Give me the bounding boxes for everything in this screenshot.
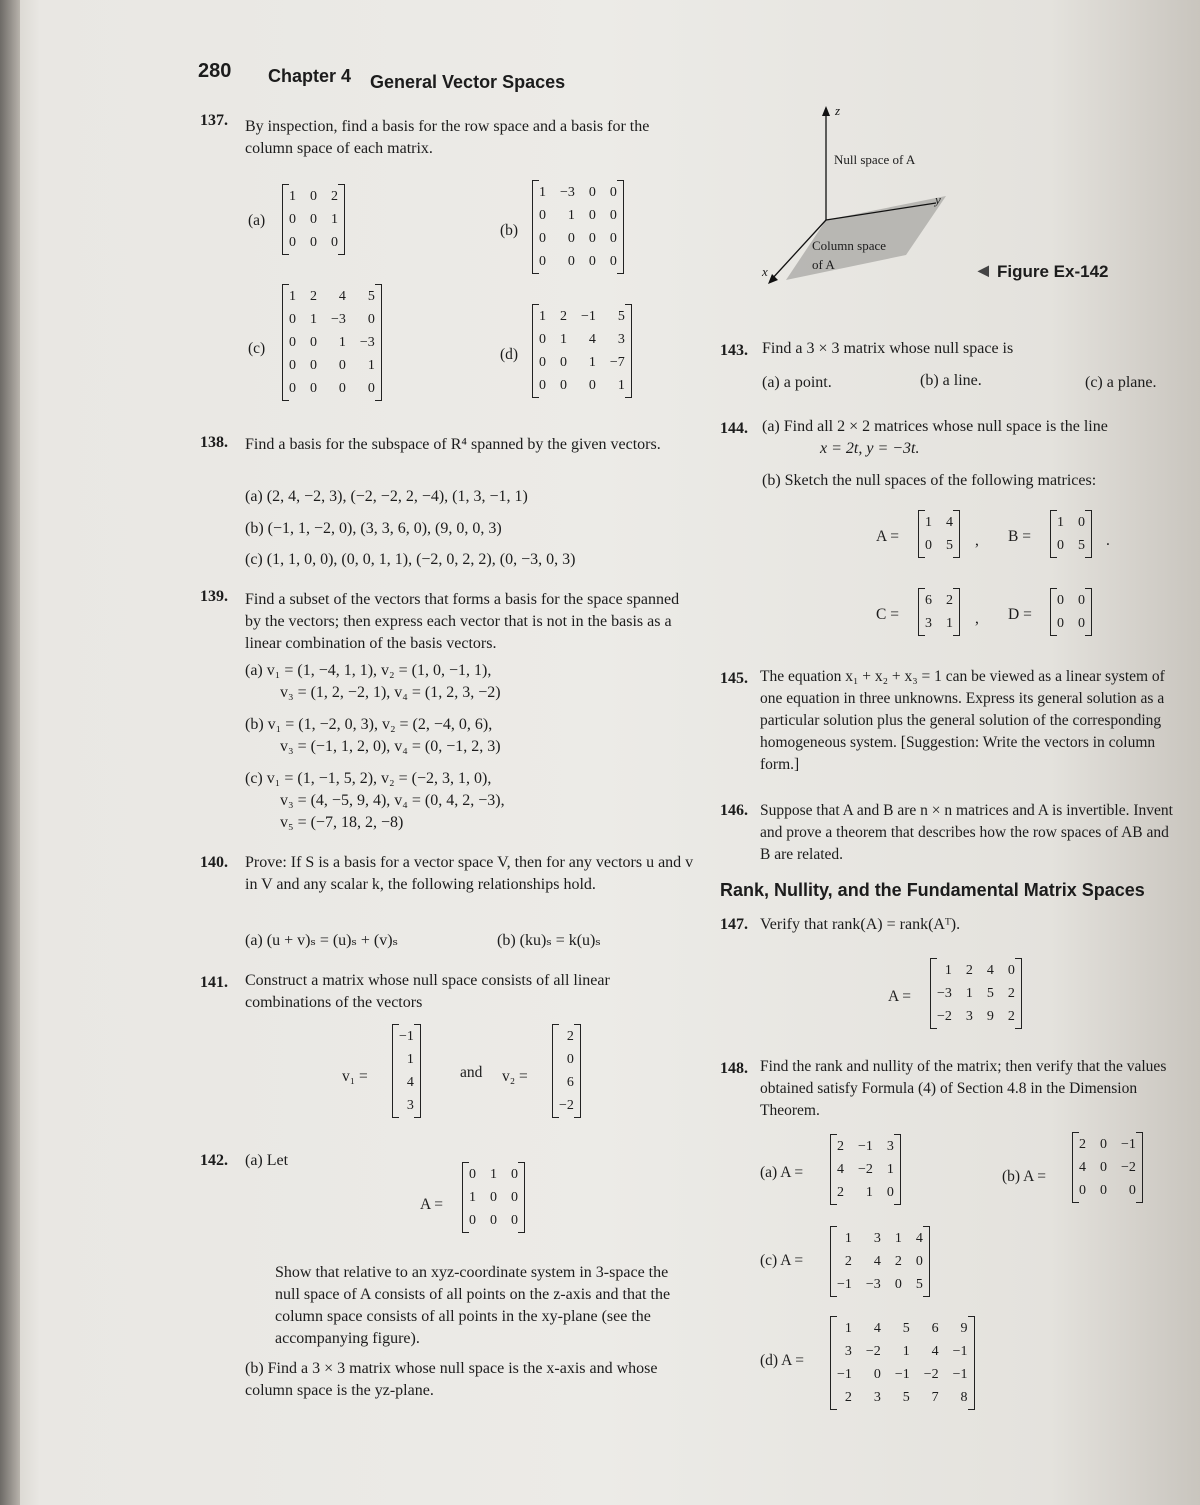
matrix-entry: 1 (886, 1162, 894, 1177)
matrix-entry: 2 (1007, 1009, 1015, 1024)
matrix-entry: −2 (559, 1098, 574, 1113)
D144-label: D = (1008, 606, 1032, 623)
matrix-entry: 0 (873, 1367, 881, 1382)
matrix-entry: 1 (944, 963, 952, 978)
matrix-entry: 1 (865, 1185, 873, 1200)
matrix-148a (830, 1134, 901, 1205)
exercise-141-text: Construct a matrix whose null space consists of all linear combinations of the vectors (245, 972, 610, 1011)
matrix-entry: 0 (289, 381, 296, 396)
matrix-entry: 0 (539, 254, 546, 269)
ex144a-line1: (a) Find all 2 × 2 matrices whose null space is the line (762, 418, 1108, 435)
matrix-entry: 0 (566, 1052, 574, 1067)
matrix-entry: 0 (915, 1254, 923, 1269)
chapter-label: Chapter 4 (268, 66, 352, 86)
B144-period: . (1106, 532, 1110, 549)
ex143a: (a) a point. (762, 374, 832, 391)
caption-marker-icon: ◀ (978, 262, 989, 278)
vector-v2 (552, 1024, 581, 1118)
matrix-entry: 1 (539, 309, 546, 324)
matrix-entry: 0 (539, 332, 546, 347)
ex142a-text: Show that relative to an xyz-coordinate system in 3-space the null space of A consists of all points on the z-axis and that the column space consists of all points in the xy-plane (see the accompanying figure). (275, 1264, 671, 1347)
ex144a-line2: x = 2t, y = −3t. (820, 440, 920, 457)
matrix-entry: −1 (399, 1029, 414, 1044)
exercise-144-number: 144. (720, 420, 748, 437)
matrix-entry: 0 (490, 1213, 497, 1228)
matrix-entry: −1 (894, 1367, 910, 1382)
matrix-137c (282, 284, 382, 401)
ex143c: (c) a plane. (1085, 374, 1157, 391)
matrix-entry: 0 (1100, 1160, 1107, 1175)
ex139a-line1: (a) v₁ = (1, −4, 1, 1), v₂ = (1, 0, −1, 1), (245, 662, 492, 679)
matrix-144A (918, 510, 960, 558)
ex140a: (a) (u + v)ₛ = (u)ₛ + (v)ₛ (245, 932, 398, 949)
matrix-144C (918, 588, 960, 636)
matrix-entry: 0 (567, 231, 575, 246)
matrix-entry: 0 (1100, 1183, 1107, 1198)
matrix-entry: 0 (588, 185, 596, 200)
matrix-entry: 2 (837, 1139, 844, 1154)
ex139c-line1: (c) v₁ = (1, −1, 5, 2), v₂ = (−2, 3, 1, 0), (245, 770, 492, 787)
ex148c-label: (c) A = (760, 1252, 804, 1269)
matrix-entry: 0 (331, 235, 338, 250)
matrix-entry: 5 (1078, 538, 1085, 553)
matrix-entry: 1 (946, 616, 953, 631)
matrix-entry: 2 (310, 289, 317, 304)
matrix-entry: 0 (560, 355, 567, 370)
matrix-entry: 1 (844, 1321, 852, 1336)
matrix-entry: 0 (469, 1213, 476, 1228)
matrix-entry: 5 (902, 1390, 910, 1405)
matrix-entry: 2 (1079, 1137, 1086, 1152)
page-number: 280 (198, 60, 232, 82)
matrix-entry: 2 (946, 593, 953, 608)
matrix-entry: 0 (609, 254, 617, 269)
matrix-entry: −1 (581, 309, 596, 324)
exercise-138-text: Find a basis for the subspace of R⁴ spanned by the given vectors. (245, 436, 661, 453)
matrix-entry: 0 (310, 381, 317, 396)
matrix-entry: 1 (289, 189, 296, 204)
exercise-147-text: Verify that rank(A) = rank(Aᵀ). (760, 916, 961, 933)
matrix-entry: −7 (609, 355, 625, 370)
exercise-140-number: 140. (200, 854, 228, 871)
matrix-entry: 0 (367, 312, 375, 327)
matrix-entry: −1 (837, 1277, 852, 1292)
ex137c-label: (c) (248, 340, 266, 357)
matrix-entry: 0 (588, 254, 596, 269)
matrix-entry: 9 (986, 1009, 994, 1024)
ex139a-line2: v₃ = (1, 2, −2, 1), v₄ = (1, 2, 3, −2) (280, 684, 501, 701)
exercise-146-text: Suppose that A and B are n × n matrices and A is invertible. Invent and prove a theorem that describes how the row spaces of AB and B are related. (760, 802, 1173, 863)
matrix-entry: 0 (894, 1277, 902, 1292)
matrix-entry: 0 (1078, 593, 1085, 608)
exercise-145-text: The equation x₁ + x₂ + x₃ = 1 can be viewed as a linear system of one equation in three unknowns. Express its general solution as a particular solution plus the general solution of the corresponding homogeneous system. [Suggestion: Write the vectors in column form.] (760, 668, 1165, 773)
matrix-entry: 0 (1079, 1183, 1086, 1198)
column-space-label-2: of A (812, 257, 835, 272)
matrix-entry: 9 (960, 1321, 968, 1336)
matrix-entry: 6 (925, 593, 932, 608)
B144-label: B = (1008, 528, 1031, 545)
matrix-entry: −3 (359, 335, 375, 350)
matrix-entry: 8 (960, 1390, 968, 1405)
axis-y-label: y (935, 192, 941, 207)
ex139c-line3: v₅ = (−7, 18, 2, −8) (280, 814, 404, 831)
matrix-entry: 0 (338, 381, 346, 396)
ex144b: (b) Sketch the null spaces of the following matrices: (762, 472, 1097, 489)
ex137a-label: (a) (248, 212, 266, 229)
matrix-entry: −1 (837, 1367, 852, 1382)
matrix-entry: 4 (931, 1344, 939, 1359)
matrix-entry: 0 (367, 381, 375, 396)
matrix-entry: 1 (965, 986, 973, 1001)
matrix-entry: 0 (289, 358, 296, 373)
matrix-entry: 0 (539, 208, 546, 223)
matrix-entry: 4 (986, 963, 994, 978)
ex140b: (b) (ku)ₛ = k(u)ₛ (497, 932, 601, 949)
matrix-entry: 1 (338, 335, 346, 350)
matrix-entry: 3 (925, 616, 932, 631)
matrix-entry: 0 (1100, 1137, 1107, 1152)
matrix-entry: 0 (289, 235, 296, 250)
matrix-137b (532, 180, 624, 274)
exercise-143-number: 143. (720, 342, 748, 359)
matrix-entry: 4 (1079, 1160, 1086, 1175)
matrix-entry: 0 (1128, 1183, 1136, 1198)
ex138b: (b) (−1, 1, −2, 0), (3, 3, 6, 0), (9, 0, 0, 3) (245, 520, 502, 537)
matrix-entry: 0 (289, 212, 296, 227)
matrix-entry: 5 (902, 1321, 910, 1336)
matrix-entry: −2 (858, 1162, 873, 1177)
matrix-entry: 1 (469, 1190, 476, 1205)
exercise-148-number: 148. (720, 1060, 748, 1077)
matrix-entry: −2 (865, 1344, 881, 1359)
ex148b-label: (b) A = (1002, 1168, 1047, 1185)
matrix-entry: 2 (965, 963, 973, 978)
matrix-entry: 1 (289, 289, 296, 304)
matrix-entry: 3 (965, 1009, 973, 1024)
matrix-entry: 6 (566, 1075, 574, 1090)
matrix-entry: 0 (289, 312, 296, 327)
matrix-entry: 5 (986, 986, 994, 1001)
matrix-entry: 0 (310, 358, 317, 373)
z-arrowhead (822, 106, 830, 116)
matrix-entry: 1 (560, 332, 567, 347)
matrix-148c (830, 1226, 930, 1297)
matrix-entry: −3 (560, 185, 575, 200)
matrix-entry: 1 (925, 515, 932, 530)
book-spine-shadow (0, 0, 20, 1505)
matrix-entry: 0 (490, 1190, 497, 1205)
matrix-entry: 1 (902, 1344, 910, 1359)
matrix-entry: 3 (406, 1098, 414, 1113)
matrix-entry: 2 (837, 1185, 844, 1200)
matrix-entry: 1 (310, 312, 317, 327)
exercise-148-text: Find the rank and nullity of the matrix; then verify that the values obtained satisfy Formula (4) of Section 4.8 in the Dimension Theorem. (760, 1058, 1167, 1119)
matrix-entry: 4 (873, 1254, 881, 1269)
matrix-entry: 1 (617, 378, 625, 393)
matrix-entry: 5 (915, 1277, 923, 1292)
matrix-137a (282, 184, 345, 255)
matrix-144B (1050, 510, 1092, 558)
matrix-entry: −2 (937, 1009, 952, 1024)
exercise-137-text: By inspection, find a basis for the row space and a basis for the column space of each matrix. (245, 118, 650, 157)
matrix-entry: 2 (566, 1029, 574, 1044)
column-space-label-1: Column space (812, 238, 887, 253)
matrix-entry: −2 (923, 1367, 939, 1382)
matrix-entry: −2 (1121, 1160, 1136, 1175)
ex138c: (c) (1, 1, 0, 0), (0, 0, 1, 1), (−2, 0, 2, 2), (0, −3, 0, 3) (245, 551, 576, 568)
matrix-entry: 1 (331, 212, 338, 227)
section-heading: Rank, Nullity, and the Fundamental Matrix Spaces (720, 880, 1145, 900)
axis-z-label: z (835, 103, 841, 118)
matrix-entry: −1 (952, 1367, 968, 1382)
exercise-141-number: 141. (200, 974, 228, 991)
matrix-entry: 0 (886, 1185, 894, 1200)
ex139b-line1: (b) v₁ = (1, −2, 0, 3), v₂ = (2, −4, 0, 6), (245, 716, 493, 733)
matrix-entry: 0 (588, 231, 596, 246)
matrix-entry: 3 (873, 1231, 881, 1246)
matrix-entry: 0 (560, 378, 567, 393)
matrix-entry: 1 (894, 1231, 902, 1246)
v2-label: v₂ = (502, 1068, 528, 1085)
matrix-entry: 0 (1057, 538, 1064, 553)
axis-x-label: x (762, 264, 768, 279)
matrix-entry: 4 (406, 1075, 414, 1090)
ex148d-label: (d) A = (760, 1352, 805, 1369)
A142-label: A = (420, 1196, 443, 1213)
C144-label: C = (876, 606, 899, 623)
matrix-entry: 0 (539, 231, 546, 246)
matrix-entry: 1 (367, 358, 375, 373)
exercise-140-text: Prove: If S is a basis for a vector space V, then for any vectors u and v in V and any scalar k, the following relationships hold. (245, 854, 694, 893)
ex148a-label: (a) A = (760, 1164, 804, 1181)
matrix-entry: 0 (310, 189, 317, 204)
exercise-139-number: 139. (200, 588, 228, 605)
matrix-entry: 0 (539, 355, 546, 370)
matrix-entry: 0 (1078, 515, 1085, 530)
matrix-entry: 4 (915, 1231, 923, 1246)
matrix-147A (930, 958, 1022, 1029)
matrix-entry: 0 (511, 1190, 518, 1205)
matrix-entry: 1 (406, 1052, 414, 1067)
matrix-entry: 2 (1007, 986, 1015, 1001)
matrix-entry: 0 (567, 254, 575, 269)
ex139b-line2: v₃ = (−1, 1, 2, 0), v₄ = (0, −1, 2, 3) (280, 738, 501, 755)
figure-ex142 (756, 100, 986, 300)
figure-caption: Figure Ex-142 (997, 262, 1109, 281)
vector-v1 (392, 1024, 421, 1118)
matrix-entry: 2 (844, 1254, 852, 1269)
matrix-entry: 0 (1007, 963, 1015, 978)
matrix-entry: 0 (1078, 616, 1085, 631)
matrix-entry: 0 (588, 378, 596, 393)
matrix-entry: 7 (931, 1390, 939, 1405)
ex139c-line2: v₃ = (4, −5, 9, 4), v₄ = (0, 4, 2, −3), (280, 792, 505, 809)
matrix-entry: 2 (894, 1254, 902, 1269)
ex142b-text: (b) Find a 3 × 3 matrix whose null space is the x-axis and whose column space is the yz-plane. (245, 1360, 658, 1399)
matrix-137d (532, 304, 632, 398)
matrix-entry: 0 (588, 208, 596, 223)
matrix-entry: 0 (609, 185, 617, 200)
C144-comma: , (975, 610, 979, 627)
matrix-entry: 3 (617, 332, 625, 347)
exercise-138-number: 138. (200, 434, 228, 451)
matrix-142A (462, 1162, 525, 1233)
matrix-entry: 4 (873, 1321, 881, 1336)
matrix-entry: 5 (617, 309, 625, 324)
matrix-144D (1050, 588, 1092, 636)
matrix-entry: 4 (946, 515, 953, 530)
matrix-148d (830, 1316, 975, 1410)
matrix-entry: −3 (937, 986, 952, 1001)
ex138a: (a) (2, 4, −2, 3), (−2, −2, 2, −4), (1, 3, −1, 1) (245, 488, 528, 505)
exercise-142-number: 142. (200, 1152, 228, 1169)
matrix-entry: 1 (844, 1231, 852, 1246)
matrix-entry: −1 (952, 1344, 968, 1359)
and-word: and (460, 1064, 483, 1081)
ex137b-label: (b) (500, 222, 519, 239)
matrix-entry: 3 (886, 1139, 894, 1154)
A144-comma: , (975, 532, 979, 549)
matrix-entry: 6 (931, 1321, 939, 1336)
matrix-entry: 4 (837, 1162, 844, 1177)
matrix-entry: 0 (511, 1213, 518, 1228)
exercise-145-number: 145. (720, 670, 748, 687)
ex142a-intro: (a) Let (245, 1152, 289, 1169)
matrix-entry: 0 (609, 231, 617, 246)
matrix-entry: −3 (865, 1277, 881, 1292)
chapter-title: General Vector Spaces (370, 72, 566, 92)
matrix-entry: −3 (331, 312, 346, 327)
exercise-137-number: 137. (200, 112, 228, 129)
matrix-entry: 0 (310, 235, 317, 250)
matrix-entry: 0 (469, 1167, 476, 1182)
matrix-entry: 2 (331, 189, 338, 204)
exercise-139-text: Find a subset of the vectors that forms a basis for the space spanned by the vectors; then express each vector that is not in the basis as a linear combination of the basis vectors. (245, 591, 680, 652)
exercise-146-number: 146. (720, 802, 748, 819)
matrix-entry: 3 (844, 1344, 852, 1359)
exercise-143-text: Find a 3 × 3 matrix whose null space is (762, 340, 1014, 357)
matrix-entry: 0 (1057, 616, 1064, 631)
matrix-entry: 1 (539, 185, 546, 200)
matrix-entry: 3 (873, 1390, 881, 1405)
matrix-entry: 0 (925, 538, 932, 553)
matrix-148b (1072, 1132, 1143, 1203)
matrix-entry: −1 (858, 1139, 873, 1154)
ex137d-label: (d) (500, 346, 519, 363)
A147-label: A = (888, 988, 911, 1005)
matrix-entry: 5 (946, 538, 953, 553)
matrix-entry: 0 (310, 335, 317, 350)
ex143b: (b) a line. (920, 372, 982, 389)
matrix-entry: 2 (560, 309, 567, 324)
matrix-entry: 4 (588, 332, 596, 347)
A144-label: A = (876, 528, 899, 545)
matrix-entry: 2 (844, 1390, 852, 1405)
matrix-entry: 5 (367, 289, 375, 304)
matrix-entry: 1 (567, 208, 575, 223)
matrix-entry: 0 (1057, 593, 1064, 608)
matrix-entry: 0 (338, 358, 346, 373)
matrix-entry: 1 (1057, 515, 1064, 530)
matrix-entry: 0 (539, 378, 546, 393)
matrix-entry: 4 (338, 289, 346, 304)
null-space-label: Null space of A (834, 152, 916, 167)
matrix-entry: 0 (511, 1167, 518, 1182)
v1-label: v₁ = (342, 1068, 368, 1085)
matrix-entry: 0 (609, 208, 617, 223)
matrix-entry: 1 (588, 355, 596, 370)
matrix-entry: −1 (1121, 1137, 1136, 1152)
matrix-entry: 0 (310, 212, 317, 227)
matrix-entry: 1 (490, 1167, 497, 1182)
matrix-entry: 0 (289, 335, 296, 350)
exercise-147-number: 147. (720, 916, 748, 933)
x-arrowhead (768, 274, 778, 284)
